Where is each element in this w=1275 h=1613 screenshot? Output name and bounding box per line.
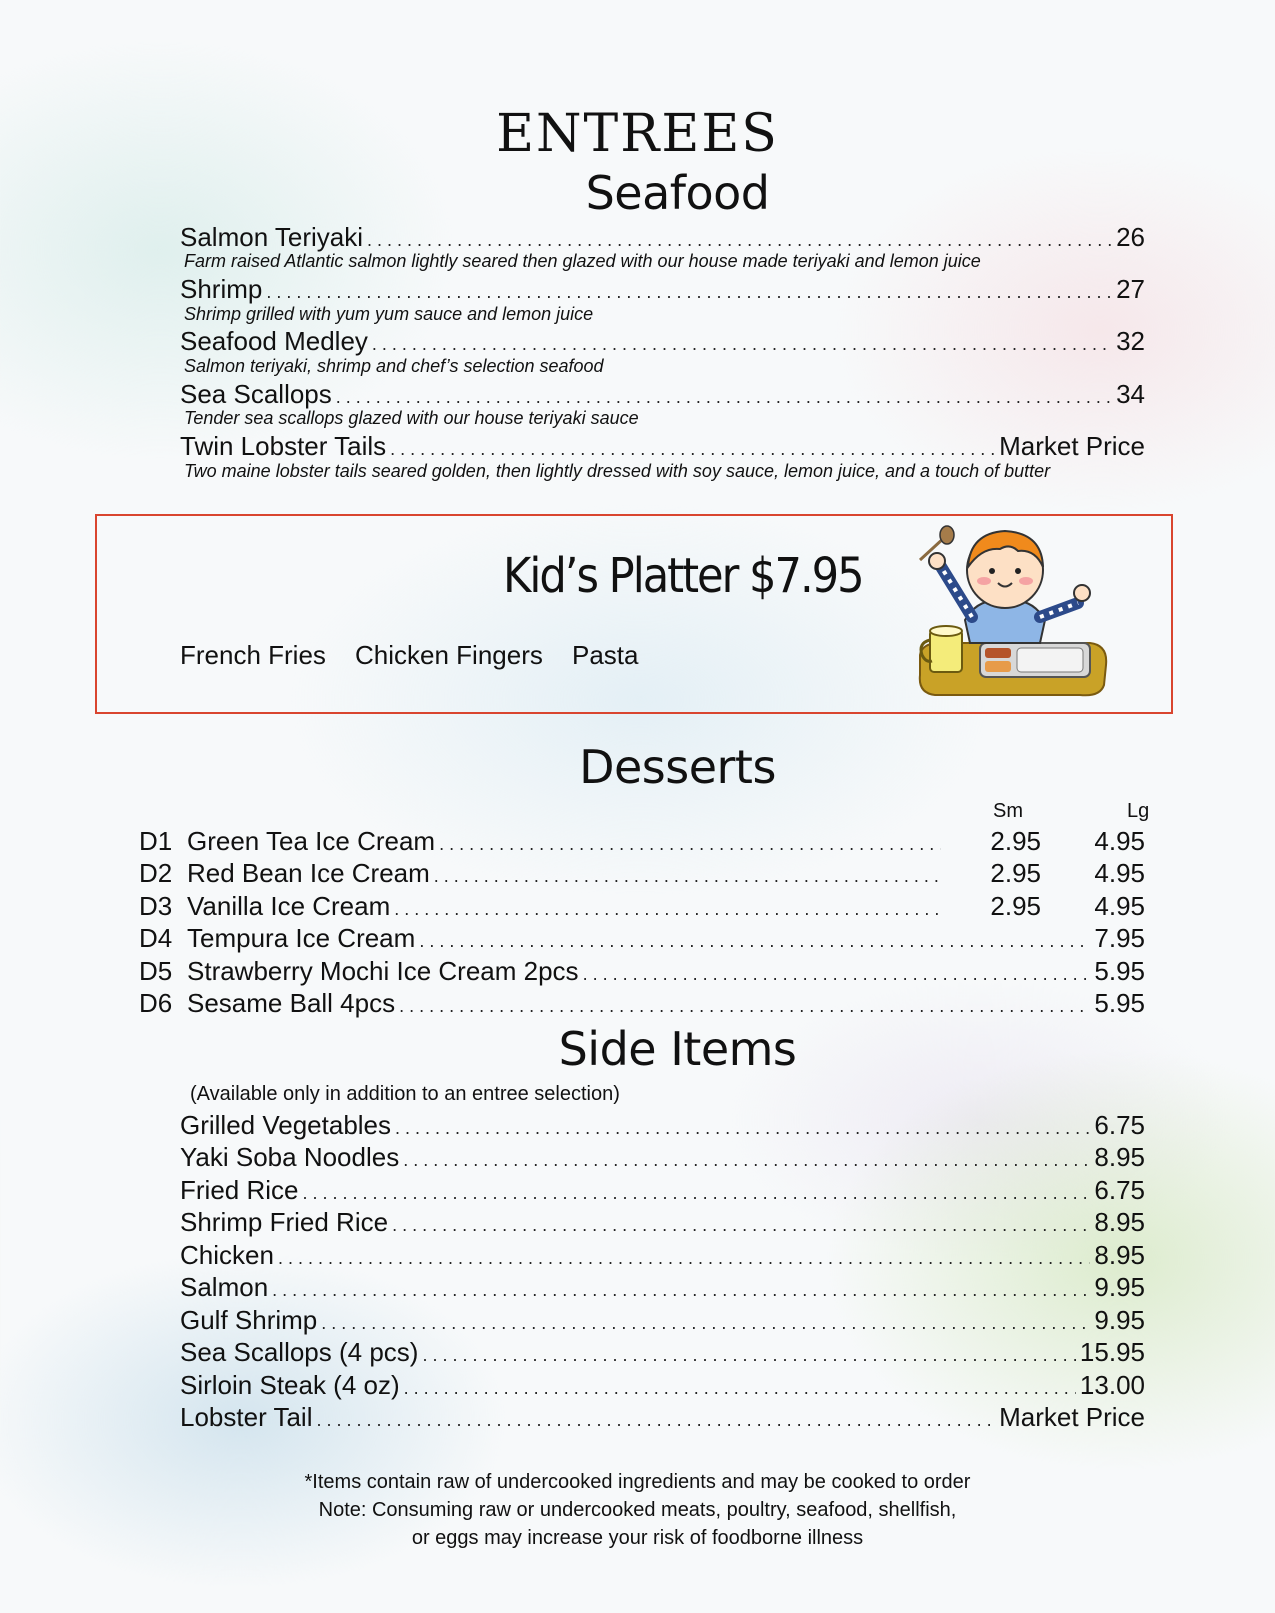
side-item-row — [180, 1207, 1145, 1240]
dot-leader — [394, 894, 941, 924]
item-code: D1 — [139, 826, 173, 856]
side-item-row — [180, 1370, 1145, 1403]
dot-leader — [422, 1340, 1075, 1370]
price-small: 2.95 — [990, 891, 1041, 921]
item-name: Grilled Vegetables — [180, 1110, 392, 1140]
item-price: 9.95 — [1094, 1305, 1145, 1335]
item-description: Two maine lobster tails seared golden, then lightly dressed with soy sauce, lemon juice, and a touch of butter — [184, 461, 1051, 481]
dot-leader — [419, 926, 1090, 956]
item-name — [139, 923, 415, 953]
item-name — [139, 858, 430, 888]
dot-leader — [266, 277, 1112, 307]
item-price: 27 — [1116, 274, 1145, 304]
item-price: 15.95 — [1079, 1337, 1145, 1367]
item-label: Vanilla Ice Cream — [187, 891, 391, 921]
price-small: 2.95 — [990, 858, 1041, 888]
dot-leader — [272, 1275, 1090, 1305]
side-item-row — [180, 1110, 1145, 1143]
dot-leader — [302, 1178, 1090, 1208]
price-small: 2.95 — [990, 826, 1041, 856]
dessert-row — [139, 826, 1145, 859]
side-item-row — [180, 1305, 1145, 1338]
seafood-heading: Seafood — [585, 166, 770, 220]
item-code: D2 — [139, 858, 173, 888]
menu-item — [180, 431, 1145, 464]
dot-leader — [278, 1243, 1090, 1273]
item-name: Lobster Tail — [180, 1402, 313, 1432]
item-label: Red Bean Ice Cream — [187, 858, 430, 888]
side-item-row — [180, 1142, 1145, 1175]
item-name: Gulf Shrimp — [180, 1305, 318, 1335]
item-price: 9.95 — [1094, 1272, 1145, 1302]
desserts-heading: Desserts — [579, 740, 776, 794]
item-description: Tender sea scallops glazed with our house teriyaki sauce — [184, 408, 639, 428]
item-name: Salmon Teriyaki — [180, 222, 364, 252]
menu-item — [180, 326, 1145, 359]
item-price: 26 — [1116, 222, 1145, 252]
side-items-heading: Side Items — [558, 1022, 797, 1076]
kids-item: Pasta — [572, 640, 639, 670]
dessert-row — [139, 956, 1145, 989]
dot-leader — [583, 959, 1091, 989]
item-label: Strawberry Mochi Ice Cream 2pcs — [187, 956, 579, 986]
footer-line: or eggs may increase your risk of foodborne illness — [411, 1527, 864, 1549]
item-code: D5 — [139, 956, 173, 986]
item-label: Green Tea Ice Cream — [187, 826, 436, 856]
item-name: Yaki Soba Noodles — [180, 1142, 400, 1172]
footer-line: *Items contain raw of undercooked ingredients and may be cooked to order — [304, 1471, 971, 1493]
entrees-heading: ENTREES — [496, 104, 779, 164]
kids-item: Chicken Fingers — [355, 640, 543, 670]
side-item-row — [180, 1402, 1145, 1435]
item-name — [139, 956, 579, 986]
kids-item: French Fries — [180, 640, 326, 670]
item-name: Seafood Medley — [180, 326, 368, 356]
item-price: 8.95 — [1094, 1142, 1145, 1172]
item-price: 7.95 — [1094, 923, 1145, 953]
size-label-small: Sm — [993, 800, 1023, 822]
dot-leader — [403, 1145, 1090, 1175]
item-name: Salmon — [180, 1272, 269, 1302]
item-price: 13.00 — [1079, 1370, 1145, 1400]
item-name: Fried Rice — [180, 1175, 299, 1205]
dot-leader — [317, 1405, 996, 1435]
item-name — [139, 988, 395, 1018]
dot-leader — [404, 1373, 1076, 1403]
dot-leader — [439, 829, 941, 859]
item-description: Shrimp grilled with yum yum sauce and lemon juice — [184, 304, 594, 324]
item-price: 6.75 — [1094, 1110, 1145, 1140]
price-large: 4.95 — [1094, 826, 1145, 856]
dessert-row — [139, 858, 1145, 891]
item-price: 8.95 — [1094, 1207, 1145, 1237]
side-item-row — [180, 1240, 1145, 1273]
item-name — [139, 891, 390, 921]
item-name: Shrimp — [180, 274, 263, 304]
side-items-note: (Available only in addition to an entree selection) — [190, 1083, 620, 1105]
item-name: Sea Scallops (4 pcs) — [180, 1337, 419, 1367]
item-label: Tempura Ice Cream — [187, 923, 416, 953]
dessert-row — [139, 988, 1145, 1021]
side-item-row — [180, 1272, 1145, 1305]
side-item-row — [180, 1175, 1145, 1208]
item-code: D3 — [139, 891, 173, 921]
footer-line: Note: Consuming raw or undercooked meats, poultry, seafood, shellfish, — [318, 1499, 957, 1521]
price-large: 4.95 — [1094, 891, 1145, 921]
item-code: D6 — [139, 988, 173, 1018]
size-label-large: Lg — [1127, 800, 1150, 822]
item-label: Sesame Ball 4pcs — [187, 988, 396, 1018]
side-item-row — [180, 1337, 1145, 1370]
dot-leader — [321, 1308, 1090, 1338]
item-price: 32 — [1116, 326, 1145, 356]
item-description: Farm raised Atlantic salmon lightly seared then glazed with our house made teriyaki and lemon juice — [184, 251, 981, 271]
item-price: Market Price — [999, 1402, 1145, 1432]
dot-leader — [390, 434, 995, 464]
dot-leader — [372, 329, 1112, 359]
dot-leader — [395, 1113, 1090, 1143]
item-price: 8.95 — [1094, 1240, 1145, 1270]
dessert-row — [139, 891, 1145, 924]
item-name — [139, 826, 435, 856]
item-price: 5.95 — [1094, 956, 1145, 986]
dot-leader — [399, 991, 1090, 1021]
item-name: Chicken — [180, 1240, 274, 1270]
item-price: 34 — [1116, 379, 1145, 409]
item-price: 5.95 — [1094, 988, 1145, 1018]
item-price: 6.75 — [1094, 1175, 1145, 1205]
item-name: Sirloin Steak (4 oz) — [180, 1370, 400, 1400]
dessert-row — [139, 923, 1145, 956]
item-price: Market Price — [999, 431, 1145, 461]
item-code: D4 — [139, 923, 173, 953]
kids-platter-title: Kid’s Platter $7.95 — [503, 548, 863, 604]
menu-item — [180, 274, 1145, 307]
price-large: 4.95 — [1094, 858, 1145, 888]
item-name: Sea Scallops — [180, 379, 332, 409]
item-description: Salmon teriyaki, shrimp and chef’s selection seafood — [184, 356, 604, 376]
dot-leader — [392, 1210, 1090, 1240]
item-name: Twin Lobster Tails — [180, 431, 387, 461]
dot-leader — [434, 861, 941, 891]
child-eating-icon — [910, 525, 1110, 710]
item-name: Shrimp Fried Rice — [180, 1207, 389, 1237]
